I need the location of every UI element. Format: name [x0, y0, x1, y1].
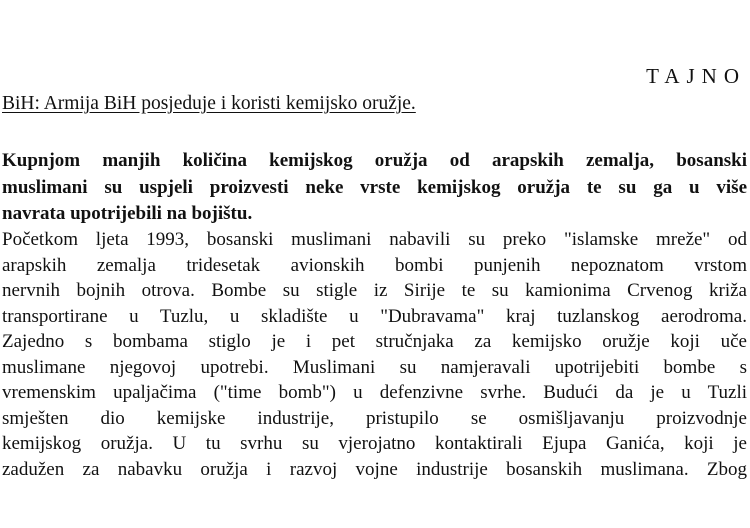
lead-paragraph [2, 148, 747, 228]
body-line-cut-off: zadužen za nabavku oružja i razvoj vojne industrije bosanskih muslimana. Zbog [2, 458, 747, 480]
body-line: transportirane u Tuzlu, u skladište u "Dubravama" kraj tuzlanskog aerodroma. [2, 305, 747, 327]
body-line: smješten dio kemijske industrije, pristupilo se osmišljavanju proizvodnje [2, 407, 747, 429]
lead-line: navrata upotrijebili na bojištu. [2, 203, 253, 224]
body-line: nervnih bojnih otrova. Bombe su stigle iz Sirije te su kamionima Crvenog križa [2, 280, 747, 301]
body-line: Početkom ljeta 1993, bosanski muslimani nabavili su preko "islamske mreže" od [2, 229, 747, 250]
body-line: kemijskog oružja. U tu svrhu su vjerojatno kontaktirali Ejupa Ganića, koji je [2, 433, 747, 454]
body-line: arapskih zemalja tridesetak avionskih bombi punjenih nepoznatom vrstom [2, 254, 747, 276]
body-paragraph [2, 227, 747, 480]
body-line: Zajedno s bombama stiglo je i pet stručnjaka za kemijsko oružje koji uče [2, 331, 747, 352]
body-line: vremenskim upaljačima ("time bomb") u defenzivne svrhe. Budući da je u Tuzli [2, 382, 747, 403]
body-line: muslimane njegovoj upotrebi. Muslimani su namjeravali upotrijebiti bombe s [2, 356, 747, 378]
document-heading: BiH: Armija BiH posjeduje i koristi kemijsko oružje. [2, 93, 416, 114]
lead-line: Kupnjom manjih količina kemijskog oružja od arapskih zemalja, bosanski [2, 150, 747, 171]
classification-stamp: TAJNO [646, 64, 746, 88]
lead-line: muslimani su uspjeli proizvesti neke vrste kemijskog oružja te su ga u više [2, 176, 747, 198]
